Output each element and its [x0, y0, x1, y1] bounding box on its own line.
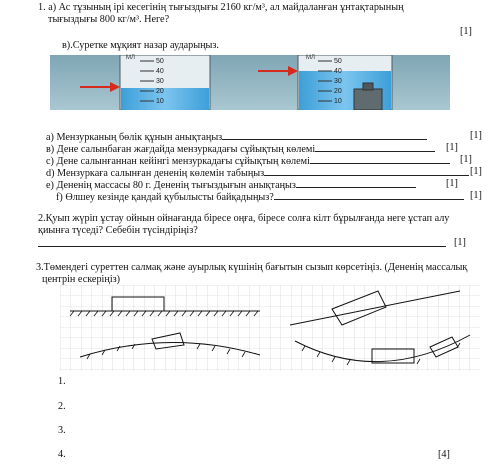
left-cylinder-scale [156, 57, 164, 107]
q3-line2: центрін ескеріңіз) [42, 274, 121, 285]
immersed-body-handle [363, 83, 373, 90]
cylinders-illustration [50, 55, 450, 110]
left-cylinder-unit: МЛ [126, 55, 135, 61]
q1-item-b-mark: [1] [446, 142, 458, 153]
q1-item-d-mark: [1] [470, 166, 482, 177]
right-cylinder [298, 55, 392, 110]
right-cylinder-unit: МЛ [306, 55, 315, 61]
left-tick-label: 30 [156, 78, 164, 85]
left-cylinder-water [121, 88, 209, 110]
left-cylinder [120, 55, 210, 110]
q3-answer-2: 2. [58, 401, 66, 412]
right-tick-label: 50 [334, 58, 342, 65]
right-cylinder-scale [334, 57, 342, 107]
q1-item-f-text: f) Өлшеу кезінде қандай қубылысты байқадыңыз? [56, 192, 274, 203]
q1-item-c-text: с) Дене салынғаннан кейінгі мензуркадағы сұйықтың көлемі [46, 156, 310, 167]
q1-item-d-text: d) Мензуркаға салынған дененің көлемін табыңыз [46, 168, 265, 179]
q3-answer-1: 1. [58, 376, 66, 387]
q2-answer-line[interactable] [38, 246, 446, 247]
left-tick-label: 50 [156, 58, 164, 65]
q1-mark-a: [1] [460, 26, 472, 37]
immersed-body [354, 89, 382, 110]
q1-item-e-text: е) Дененің массасы 80 г. Дененің тығыздығын анықтаңыз [46, 180, 296, 191]
cylinders-figure [50, 55, 450, 110]
q1-stem-line2: тығыздығы 800 кг/м³. Неге? [48, 14, 170, 25]
q1-part-b: в).Суретке мұқият назар аударыңыз. [62, 40, 219, 51]
grid-background [60, 285, 480, 371]
q1-item-a-mark: [1] [470, 130, 482, 141]
right-tick-label: 20 [334, 88, 342, 95]
left-tick-label: 10 [156, 98, 164, 105]
answer-line[interactable] [296, 178, 416, 188]
answer-line[interactable] [274, 190, 464, 200]
q3-figure [60, 285, 480, 371]
q2-line1: 2.Қуып жүріп ұстау ойнын ойнағанда біресе оңға, біресе солға кілт бұрылғанда неге ұстап алу [38, 213, 450, 224]
right-tick-label: 10 [334, 98, 342, 105]
q2-line2: қиынға түседі? Себебін түсіндіріңіз? [38, 225, 198, 236]
q1-item-e-mark: [1] [446, 178, 458, 189]
answer-line[interactable] [264, 166, 469, 176]
answer-line[interactable] [310, 154, 450, 164]
q3-answer-3: 3. [58, 425, 66, 436]
q3-answer-4: 4. [58, 449, 66, 460]
left-tick-label: 20 [156, 88, 164, 95]
q3-line1: 3.Төмендегі суреттен салмақ және ауырлық күшінің бағытын сызып көрсетіңіз. (Дененің массалық [36, 262, 468, 273]
answer-line[interactable] [315, 142, 435, 152]
right-tick-label: 30 [334, 78, 342, 85]
answer-line[interactable] [222, 130, 427, 140]
right-tick-label: 40 [334, 68, 342, 75]
q1-item-f-mark: [1] [470, 190, 482, 201]
q1-item-b-text: в) Дене салынбаған жағдайда мензуркадағы сұйықтың көлемі [46, 144, 316, 155]
left-tick-label: 40 [156, 68, 164, 75]
q2-mark: [1] [454, 237, 466, 248]
q1-item-f [56, 190, 464, 204]
q1-stem-line1: 1. а) Ас тұзының ірі кесегінің тығыздығы 2160 кг/м³, ал майдаланған ұнтақтарының [38, 2, 404, 13]
q1-item-a-text: а) Мензурканың бөлік құнын анықтаңыз [46, 132, 223, 143]
q3-mark: [4] [438, 449, 450, 460]
q1-item-c-mark: [1] [460, 154, 472, 165]
q3-illustration [60, 285, 480, 371]
